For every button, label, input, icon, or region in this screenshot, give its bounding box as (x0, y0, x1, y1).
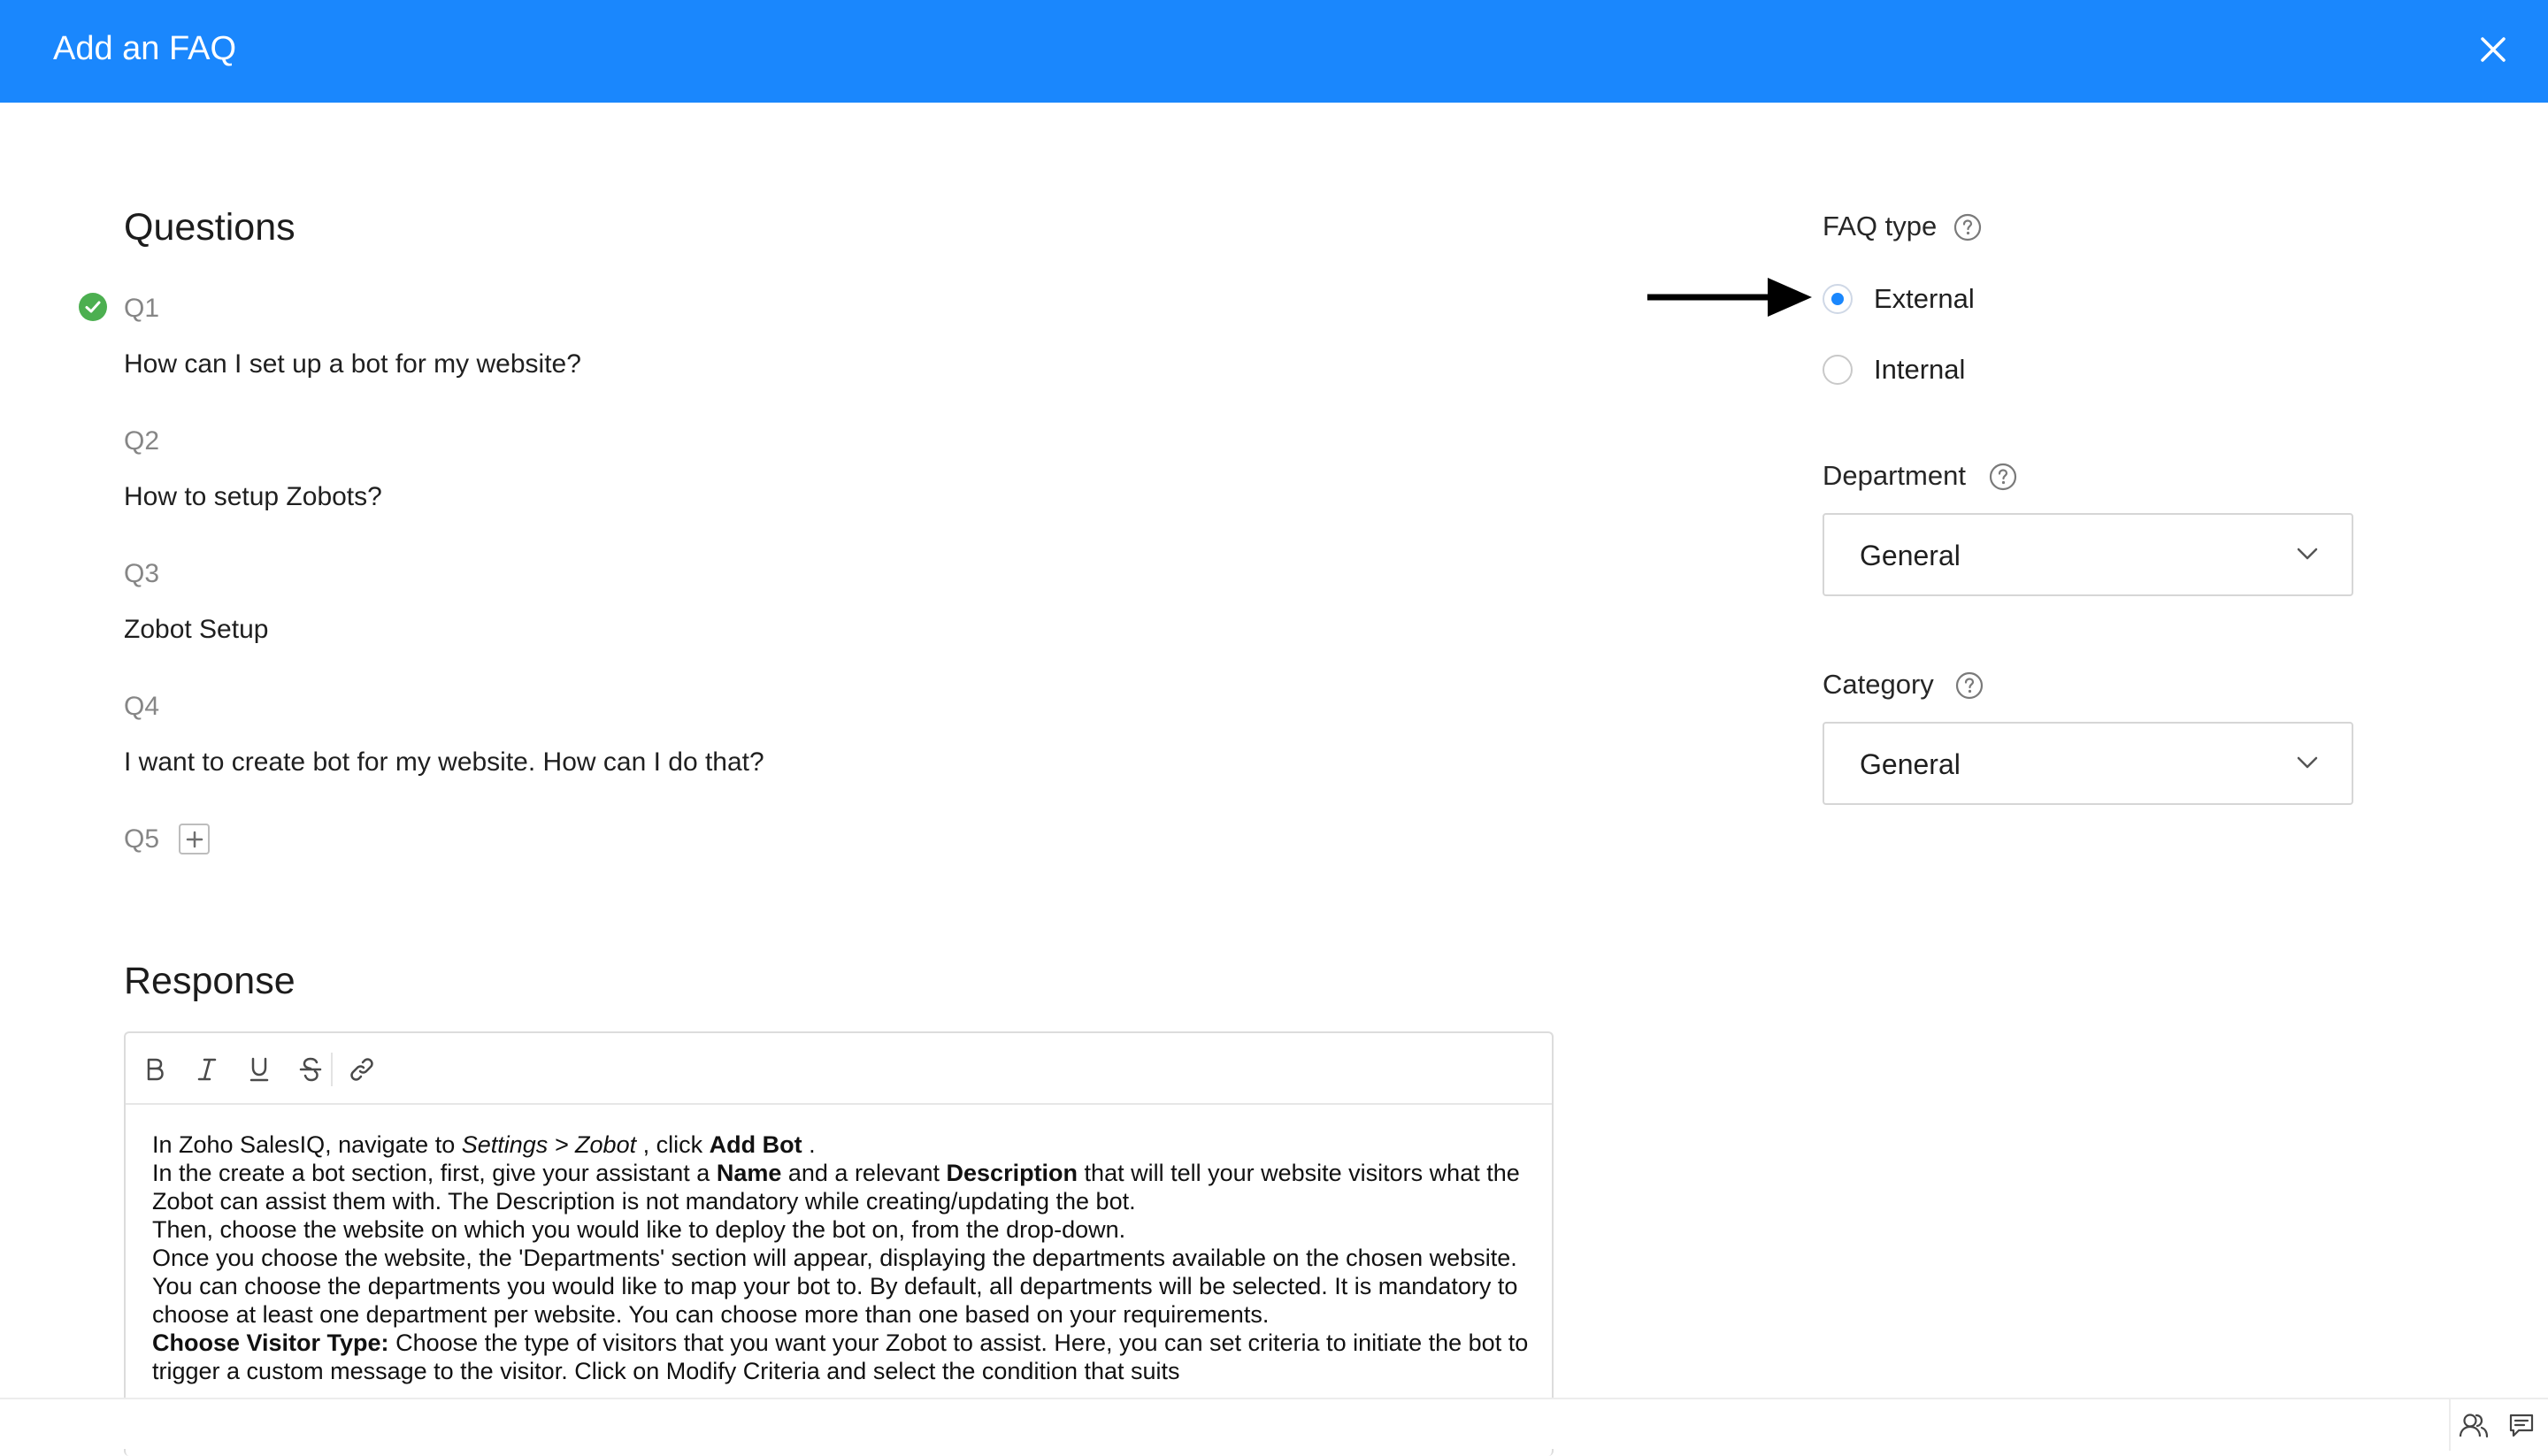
dialog-title: Add an FAQ (53, 30, 237, 67)
editor-toolbar (126, 1033, 1552, 1105)
dialog-header (0, 0, 2548, 103)
question-number: Q3 (124, 559, 160, 588)
question-text[interactable]: Zobot Setup (124, 615, 269, 644)
add-question-button[interactable] (179, 824, 210, 854)
department-label: Department (1823, 460, 1966, 491)
users-icon[interactable] (2458, 1410, 2490, 1440)
editor-content[interactable]: In Zoho SalesIQ, navigate to Settings > Zobot , click Add Bot . In the create a bot section, first, give your assistant a Name and a relevant Description that will tell your website visitors what the Zobot can assist them with. The Description is not mandatory while creating/updating the bot. Then, choose the website on which you would like to deploy the bot on, from the drop-down. Once you choose the website, the 'Departments' section will appear, displaying the departments available on the chosen website. You can choose the departments you would like to map your bot to. By default, all departments will be selected. It is mandatory to choose at least one department per website. You can choose more than one based on your requirements. Choose Visitor Type: Choose the type of visitors that you want your Zobot to assist. Here, you can set criteria to initiate the bot to trigger a custom message to the visitor. Click on Modify Criteria and select the condition that suits (152, 1131, 1529, 1384)
chevron-down-icon (2297, 755, 2318, 770)
radio-button-selected[interactable] (1823, 284, 1853, 314)
questions-title: Questions (124, 206, 295, 249)
check-circle-icon (79, 293, 107, 321)
bottom-bar (0, 1398, 2548, 1449)
help-icon[interactable] (1989, 463, 2017, 491)
underline-icon[interactable] (242, 1053, 276, 1086)
arrow-right-icon (1647, 274, 1812, 320)
question-text[interactable]: How can I set up a bot for my website? (124, 349, 581, 379)
question-number: Q4 (124, 692, 160, 721)
faq-type-external[interactable] (1823, 281, 1975, 317)
help-icon[interactable] (1955, 671, 1984, 700)
question-number: Q1 (124, 294, 160, 323)
chevron-down-icon (2297, 547, 2318, 561)
bold-icon[interactable] (138, 1053, 172, 1086)
question-text[interactable]: I want to create bot for my website. How can I do that? (124, 747, 764, 777)
question-number: Q2 (124, 426, 160, 456)
radio-button[interactable] (1823, 355, 1853, 385)
question-text[interactable]: How to setup Zobots? (124, 482, 382, 511)
faq-type-internal[interactable] (1823, 352, 1965, 387)
radio-label: Internal (1874, 354, 1966, 385)
plus-icon (185, 830, 204, 849)
bottom-bar-divider (2449, 1399, 2451, 1451)
help-icon[interactable] (1953, 213, 1982, 241)
chat-icon[interactable] (2506, 1410, 2537, 1440)
department-select[interactable] (1823, 513, 2353, 596)
close-icon[interactable] (2470, 27, 2516, 73)
italic-icon[interactable] (190, 1053, 224, 1086)
category-select[interactable] (1823, 722, 2353, 805)
response-title: Response (124, 960, 295, 1002)
category-label: Category (1823, 669, 1934, 700)
question-number-next: Q5 (124, 824, 160, 854)
radio-label: External (1874, 283, 1975, 314)
link-icon[interactable] (345, 1053, 379, 1086)
strikethrough-icon[interactable] (294, 1053, 327, 1086)
category-value: General (1860, 748, 1961, 780)
faq-type-label: FAQ type (1823, 211, 1938, 241)
response-editor[interactable] (124, 1031, 1554, 1456)
toolbar-divider (331, 1053, 333, 1086)
department-value: General (1860, 540, 1961, 571)
